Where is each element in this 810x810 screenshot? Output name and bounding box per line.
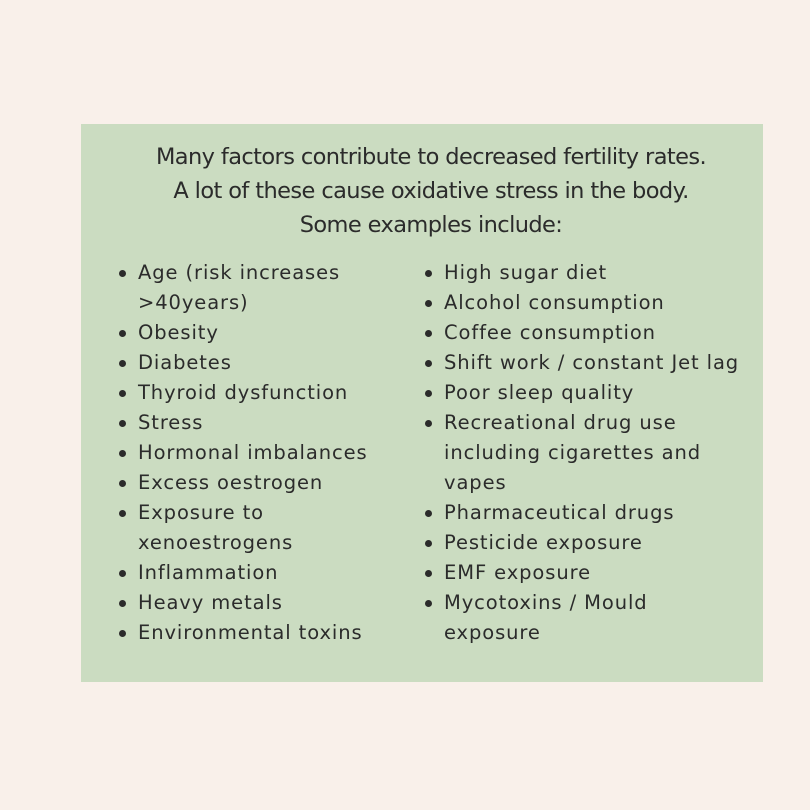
list-item: Recreational drug use including cigarettes and vapes [422,408,742,498]
left-factor-list [116,258,396,648]
intro-line-1: Many factors contribute to decreased fertility rates. [155,144,707,170]
right-factor-list [422,258,742,648]
list-item: Poor sleep quality [422,378,742,408]
list-item: Pharmaceutical drugs [422,498,742,528]
intro-text [81,140,763,242]
list-item: Age (risk increases >40years) [116,258,396,318]
list-item: Excess oestrogen [116,468,396,498]
intro-line-3: Some examples include: [299,212,563,238]
list-item: Coffee consumption [422,318,742,348]
list-item: EMF exposure [422,558,742,588]
list-item: Pesticide exposure [422,528,742,558]
list-item: Mycotoxins / Mould exposure [422,588,742,648]
list-item: High sugar diet [422,258,742,288]
list-item: Alcohol consumption [422,288,742,318]
list-item: Obesity [116,318,396,348]
list-item: Heavy metals [116,588,396,618]
list-item: Diabetes [116,348,396,378]
list-item: Stress [116,408,396,438]
list-item: Environmental toxins [116,618,396,648]
list-item: Thyroid dysfunction [116,378,396,408]
info-card [81,124,763,682]
list-item: Shift work / constant Jet lag [422,348,742,378]
intro-line-2: A lot of these cause oxidative stress in the body. [173,178,689,204]
list-item: Exposure to xenoestrogens [116,498,396,558]
list-item: Inflammation [116,558,396,588]
list-item: Hormonal imbalances [116,438,396,468]
